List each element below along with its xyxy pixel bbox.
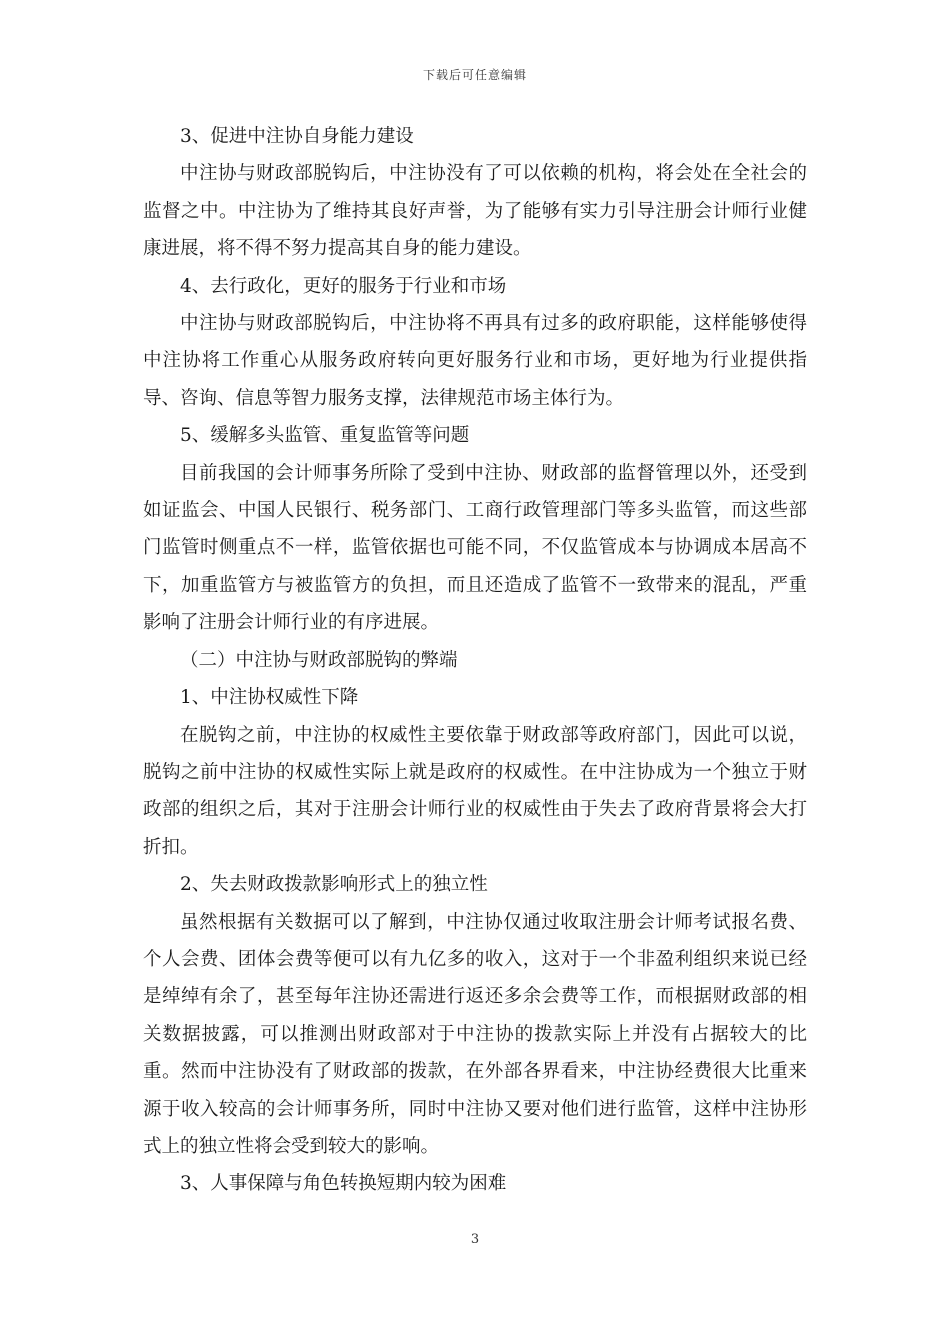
section-heading: 5、缓解多头监管、重复监管等问题: [180, 425, 470, 447]
page-number: 3: [470, 1232, 480, 1247]
document-body: [143, 118, 807, 1203]
section-heading: 3、促进中注协自身能力建设: [180, 126, 414, 147]
page-header: 下载后可任意编辑: [422, 68, 527, 82]
section-heading: 1、中注协权威性下降: [180, 687, 359, 709]
body-paragraph: 中注协与财政部脱钩后，中注协将不再具有过多的政府职能，这样能够使得中注协将工作重心从服务政府转向更好服务行业和市场，更好地为行业提供指导、咨询、信息等智力服务支撑，法律规范市场主体行为。: [143, 313, 807, 409]
section-heading: （二）中注协与财政部脱钩的弊端: [180, 649, 458, 671]
body-paragraph: 中注协与财政部脱钩后，中注协没有了可以依赖的机构，将会处在全社会的监督之中。中注协为了维持其良好声誉，为了能够有实力引导注册会计师行业健康进展，将不得不努力提高其自身的能力建设。: [143, 163, 807, 260]
body-paragraph: 目前我国的会计师事务所除了受到中注协、财政部的监督管理以外，还受到如证监会、中国人民银行、税务部门、工商行政管理部门等多头监管，而这些部门监管时侧重点不一样，监管依据也可能不同，不仅监管成本与协调成本居高不下，加重监管方与被监管方的负担，而且还造成了监管不一致带来的混乱，严重影响了注册会计师行业的有序进展。: [143, 462, 807, 634]
section-heading: 3、人事保障与角色转换短期内较为困难: [180, 1173, 507, 1195]
section-heading: 4、去行政化，更好的服务于行业和市场: [180, 275, 507, 297]
body-paragraph: 虽然根据有关数据可以了解到，中注协仅通过收取注册会计师考试报名费、个人会费、团体会费等便可以有九亿多的收入，这对于一个非盈利组织来说已经是绰绰有余了，甚至每年注协还需进行返还多余会费等工作，而根据财政部的相关数据披露，可以推测出财政部对于中注协的拨款实际上并没有占据较大的比重。然而中注协没有了财政部的拨款，在外部各界看来，中注协经费很大比重来源于收入较高的会计师事务所，同时中注协又要对他们进行监管，这样中注协形式上的独立性将会受到较大的影响。: [143, 911, 807, 1157]
section-heading: 2、失去财政拨款影响形式上的独立性: [180, 874, 488, 896]
body-paragraph: 在脱钩之前，中注协的权威性主要依靠于财政部等政府部门，因此可以说，脱钩之前中注协的权威性实际上就是政府的权威性。在中注协成为一个独立于财政部的组织之后，其对于注册会计师行业的权威性由于失去了政府背景将会大打折扣。: [143, 724, 807, 858]
